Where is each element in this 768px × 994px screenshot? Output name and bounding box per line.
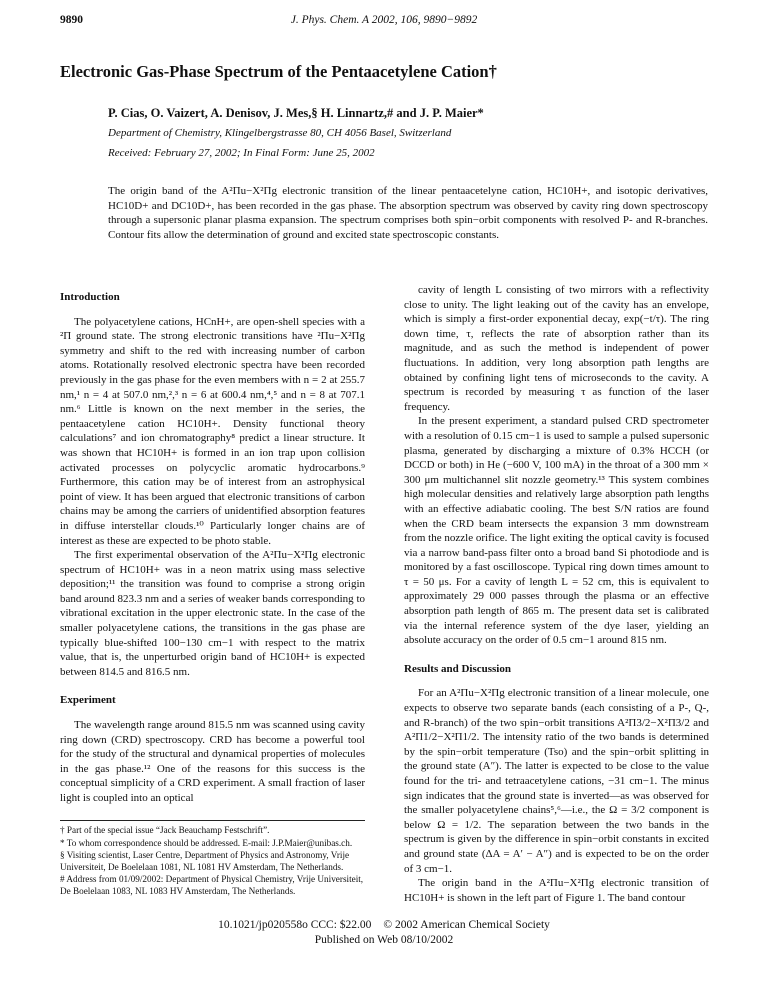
affiliation: Department of Chemistry, Klingelbergstrasse 80, CH 4056 Basel, Switzerland — [108, 127, 452, 139]
page-number: 9890 — [60, 14, 83, 26]
footnote-correspondence: * To whom correspondence should be addressed. E-mail: J.P.Maier@unibas.ch. — [60, 837, 353, 848]
article-title: Electronic Gas-Phase Spectrum of the Pentaacetylene Cation† — [60, 62, 497, 81]
right-paragraph-2: In the present experiment, a standard pulsed CRD spectrometer with a resolution of 0.15 cm−1 is used to sample a pulsed supersonic plasma, generated by discharging a mixture of 0.3% HCCH (or DCCD or both) in He (−600 V, 100 mA) in the throat of a 300 mm × 300 μm multichannel slit nozzle geometry.¹³ This system combines high molecular densities and relatively large absorption path lengths with an effective adiabatic cooling. The best S/N ratios are found when the CRD beam intersects the expansion 3 mm downstream from the nozzle orifice. The light exiting the optical cavity is focused via a narrow band-pass filter onto a broad band Si photodiode and is monitored by a fast oscilloscope. Typical ring down times amount to τ = 50 μs. For a cavity of length L = 52 cm, this is equivalent to approximately 29 000 passes through the plasma or an effective absorption path length of 865 m. The present data set is calibrated via the internal reference system of the dye laser, yielding an absolute accuracy on the order of 0.5 cm−1 around 815 nm. — [404, 415, 709, 647]
footnote-visiting: § Visiting scientist, Laser Centre, Department of Physics and Astronomy, Vrije Universiteit, De Boelelaan 1081, NL 1081 HV Amsterdam, The Netherlands. — [60, 850, 350, 872]
left-column — [60, 290, 365, 820]
received-dates: Received: February 27, 2002; In Final Form: June 25, 2002 — [108, 147, 375, 159]
doi-price: 10.1021/jp020558o CCC: $22.00 — [218, 919, 372, 931]
running-header — [60, 14, 708, 30]
right-paragraph-1: cavity of length L consisting of two mirrors with a reflectivity close to unity. The light leaking out of the cavity has an envelope, which is simply a first-order exponential decay, exp(−t/τ). The ring down time, τ, reflects the rate of absorption rather than its magnitude, and as such the method is independent of power fluctuations. In addition, very long absorption path lengths are obtained by confining light tens of microseconds to the cavity. A spectrum is recorded by measuring τ as function of the laser frequency. — [404, 284, 709, 413]
introduction-heading: Introduction — [60, 291, 120, 303]
journal-citation: J. Phys. Chem. A 2002, 106, 9890−9892 — [290, 14, 478, 26]
results-paragraph-1: For an A²Πu−X²Πg electronic transition of a linear molecule, one expects to observe two separate bands (each consisting of a P-, Q-, and R-branch) of the two spin−orbit transitions A²Π3/2−X²Π3/2 and A²Π1/2−X²Π1/2. The intensity ratio of the two bands is determined by the spin−orbit temperature (Tso) and the spin−orbit splitting in the ground state (A″). The latter is expected to be close to the value found for the tri- and tetraacetylene cations, −31 cm−1. The minus sign indicates that the ground state is inverted—as was observed for the smaller polyacetylene chains⁵,⁶—i.e., the Ω = 3/2 component is below Ω = 1/2. The separation between the two bands in the spectrum is given by the difference in spin−orbit constants in excited and ground state (ΔA = A′ − A″) and is expected to be on the order of 3 cm−1. — [404, 687, 709, 875]
experiment-heading: Experiment — [60, 694, 116, 707]
copyright: © 2002 American Chemical Society — [383, 919, 550, 931]
page-footer — [0, 918, 768, 948]
footnote-dagger: † Part of the special issue “Jack Beauchamp Festschrift”. — [60, 825, 270, 835]
results-heading: Results and Discussion — [404, 662, 511, 675]
intro-paragraph-1: The polyacetylene cations, HCnH+, are open-shell species with a ²Π ground state. The strong electronic transitions have ²Πu−X²Πg symmetry and shift to the red with increasing number of carbon atoms. Rotationally resolved electronic spectra have been recorded previously in the gas phase for the even members with n = 2 at 255.7 nm,¹ n = 4 at 507.0 nm,²,³ n = 6 at 600.4 nm,⁴,⁵ and n = 8 at 707.1 nm.⁶ Little is known on the next member in the series, the pentaacetylene cation HC10H+. Density functional theory calculations⁷ and ion chromatography⁸ predict a linear structure. It was shown that HC10H+ is formed in an ion trap upon collision activated processes on polycyclic aromatic hydrocarbons.⁹ Furthermore, this cation may be of interest from an astrophysical point of view. It has been argued that electronic transitions of carbon chains may be among the carriers of unidentified absorption features in diffuse interstellar clouds.¹⁰ Particularly longer chains are of interest as these are expected to be photo stable. — [60, 315, 365, 547]
experiment-paragraph-1: The wavelength range around 815.5 nm was scanned using cavity ring down (CRD) spectroscopy. CRD has become a powerful tool for the study of the structural and dynamical properties of molecules in the gas phase.¹² One of the reasons for this success is the conceptual simplicity of a CRD experiment. A small fraction of laser light is coupled into an optical — [60, 719, 365, 804]
intro-paragraph-2: The first experimental observation of the A²Πu−X²Πg electronic spectrum of HC10H+ was in a neon matrix using mass selective deposition;¹¹ the transition was found to comprise a strong origin band around 823.3 nm and a series of weaker bands corresponding to vibrational excitation in the upper electronic state. In the case of the smaller polyacetylene cations, the transitions in the gas phase are typically blue-shifted 100−130 cm−1 with respect to the matrix value, that is, the unperturbed origin band of HC10H+ is expected between 814.5 and 816.5 nm. — [60, 549, 365, 678]
footnotes — [60, 820, 365, 898]
publication-date: Published on Web 08/10/2002 — [314, 934, 454, 946]
author-list: P. Cias, O. Vaizert, A. Denisov, J. Mes,§ H. Linnartz,# and J. P. Maier* — [108, 106, 484, 120]
right-column — [404, 283, 709, 918]
footnote-address: # Address from 01/09/2002: Department of Physical Chemistry, Vrije Universiteit, De Boelelaan 1083, NL 1083 HV Amsterdam, The Netherlands. — [60, 874, 364, 896]
results-paragraph-2: The origin band in the A²Πu−X²Πg electronic transition of HC10H+ is shown in the left part of Figure 1. The band contour — [404, 877, 709, 904]
abstract: The origin band of the A²Πu−X²Πg electronic transition of the linear pentaacetelyne cation, HC10H+, and isotopic derivatives, HC10D+ and DC10D+, has been recorded in the gas phase. The absorption spectrum was observed by cavity ring down spectroscopy through a supersonic planar plasma expansion. The spectrum comprises both spin−orbit components with resolved P- and R-branches. Contour fits allow the determination of ground and excited state spectroscopic constants. — [108, 185, 708, 241]
